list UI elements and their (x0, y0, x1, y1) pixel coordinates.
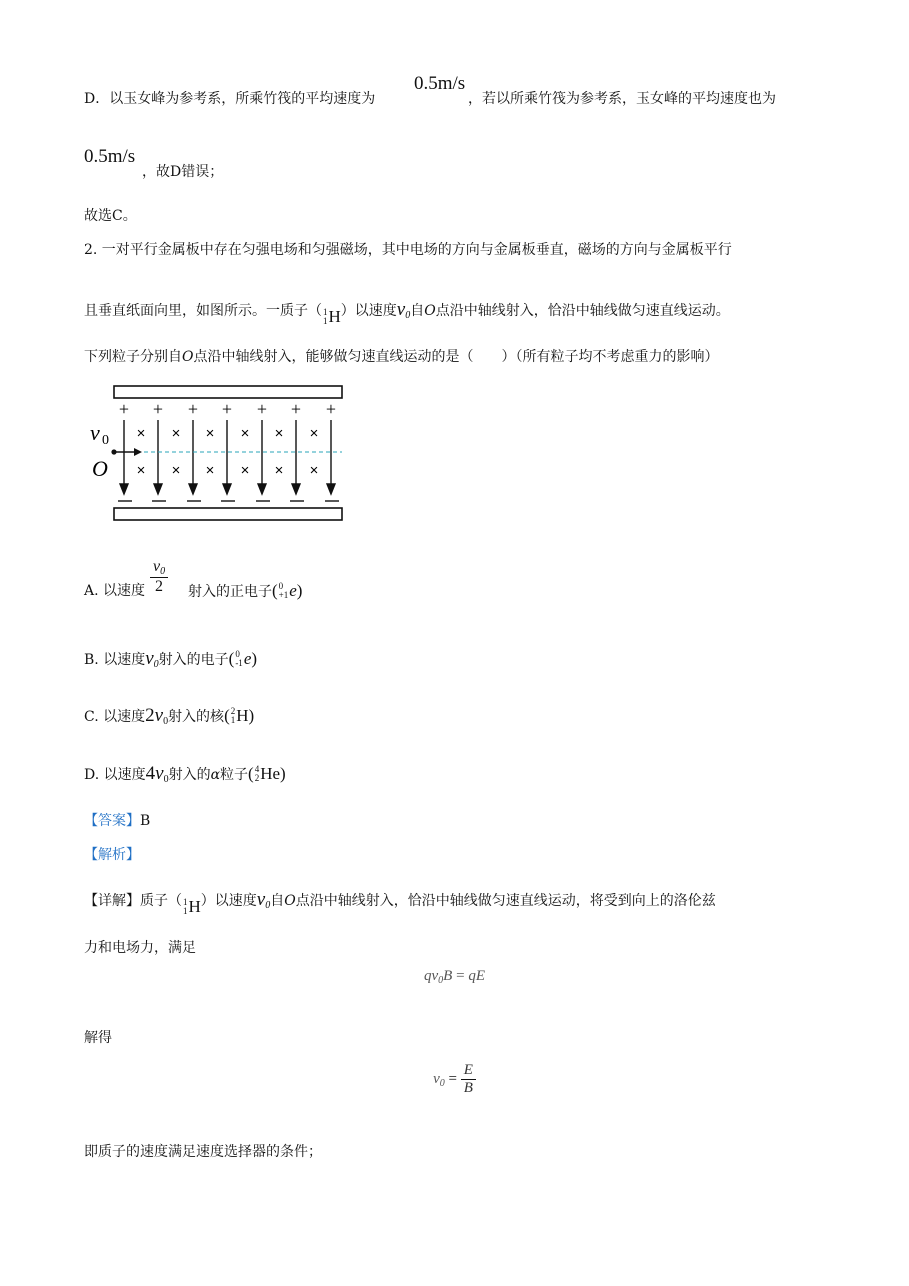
svg-text:×: × (274, 462, 284, 479)
option-b[interactable]: B. 以速度$v_0$射入的电子 ( 0 -1 e ) (84, 648, 258, 670)
plus-sign: + (118, 399, 130, 419)
svg-text:×: × (240, 425, 250, 442)
v0-over-2-fraction: $\frac{v_0}{2}$ (150, 558, 168, 596)
electron-symbol: ( 0 -1 e ) (228, 649, 258, 668)
option-c[interactable]: C. 以速度$2v_0$射入的核 ( 2 1 H ) (84, 705, 255, 727)
speed-value-2: 0.5m/s (84, 146, 136, 167)
field-arrowhead (189, 484, 197, 494)
final-statement: 即质子的速度满足速度选择器的条件； (84, 1144, 322, 1160)
origin-label: O (92, 456, 108, 481)
v0-subscript: 0 (102, 433, 109, 448)
analysis-label: 【解析】 (84, 847, 140, 863)
svg-text:×: × (136, 425, 146, 442)
v0-symbol: $v_0$ (256, 889, 271, 911)
field-arrowhead (258, 484, 266, 494)
answer-value: B (140, 813, 151, 829)
option-d[interactable]: D. 以速度$4v_0$射入的α粒子 ( 4 2 He ) (84, 763, 286, 785)
plus-sign: + (256, 399, 268, 419)
speed-value-1: 0.5m/s (414, 73, 466, 94)
plus-signs (119, 399, 336, 419)
deuteron-symbol: ( 2 1 H ) (224, 706, 255, 725)
question-2-line1: 2. 一对平行金属板中存在匀强电场和匀强磁场，其中电场的方向与金属板垂直，磁场的方向与金属板平行 (84, 242, 732, 258)
d-statement-line2: ，故D错误； (142, 164, 224, 180)
equation-velocity: $v_0$ = $\frac{E}{B}$ (0, 1062, 909, 1097)
svg-text:×: × (171, 425, 181, 442)
option-a-tail: 射入的正电子 ( 0 +1 e ) (188, 581, 303, 600)
d-statement-line1-tail: ，若以所乘竹筏为参考系，玉女峰的平均速度也为 (468, 91, 776, 107)
svg-text:×: × (205, 425, 215, 442)
field-arrowhead (120, 484, 128, 494)
equation-force-balance: $qv_0B$ = qE (424, 968, 485, 986)
svg-text:×: × (240, 462, 250, 479)
svg-text:×: × (309, 462, 319, 479)
detail-line1: 【详解】质子（ 1 1 H ）以速度$v_0$自O点沿中轴线射入，恰沿中轴线做匀速直线运动，将受到向上的洛伦兹 (84, 889, 716, 916)
question-2-line3: 下列粒子分别自O点沿中轴线射入，能够做匀速直线运动的是（ ）（所有粒子均不考虑重力的影响） (84, 349, 719, 365)
field-arrowhead (292, 484, 300, 494)
question-2-line2: 且垂直纸面向里，如图所示。一质子（ 1 1 H ）以速度$v_0$自O点沿中轴线射入，恰沿中轴线做匀速直线运动。 (84, 299, 730, 326)
solve-label: 解得 (84, 1030, 112, 1046)
alpha-symbol: ( 4 2 He ) (248, 764, 286, 783)
v0-symbol: $v_0$ (145, 648, 159, 670)
conclusion-line: 故选C。 (84, 208, 137, 224)
velocity-selector-diagram (84, 382, 354, 524)
svg-text:×: × (205, 462, 215, 479)
answer-label: 【答案】 (84, 813, 140, 829)
electric-field-lines (120, 420, 335, 494)
svg-text:×: × (171, 462, 181, 479)
option-a[interactable]: A. 以速度 (84, 583, 146, 599)
proton-symbol: 1 1 H (183, 897, 201, 916)
field-arrowhead (154, 484, 162, 494)
plus-sign: + (290, 399, 302, 419)
svg-text:×: × (136, 462, 146, 479)
answer-line (84, 811, 150, 831)
plus-sign: + (152, 399, 164, 419)
top-plate (114, 386, 342, 398)
svg-text:×: × (309, 425, 319, 442)
2v0-symbol: $2v_0$ (145, 705, 169, 727)
4v0-symbol: $4v_0$ (145, 763, 169, 785)
v0-symbol: $v_0$ (396, 299, 411, 321)
positron-symbol: ( 0 +1 e ) (272, 581, 303, 600)
velocity-arrowhead (134, 448, 142, 456)
field-arrowhead (223, 484, 231, 494)
plus-sign: + (325, 399, 337, 419)
d-statement-line1: D．以玉女峰为参考系，所乘竹筏的平均速度为 (84, 91, 376, 107)
v0-label: v (90, 420, 100, 445)
field-arrowhead (327, 484, 335, 494)
plus-sign: + (187, 399, 199, 419)
detail-line2: 力和电场力，满足 (84, 940, 196, 956)
svg-text:×: × (274, 425, 284, 442)
proton-symbol: 1 1 H (323, 307, 341, 326)
plus-sign: + (221, 399, 233, 419)
bottom-plate (114, 508, 342, 520)
